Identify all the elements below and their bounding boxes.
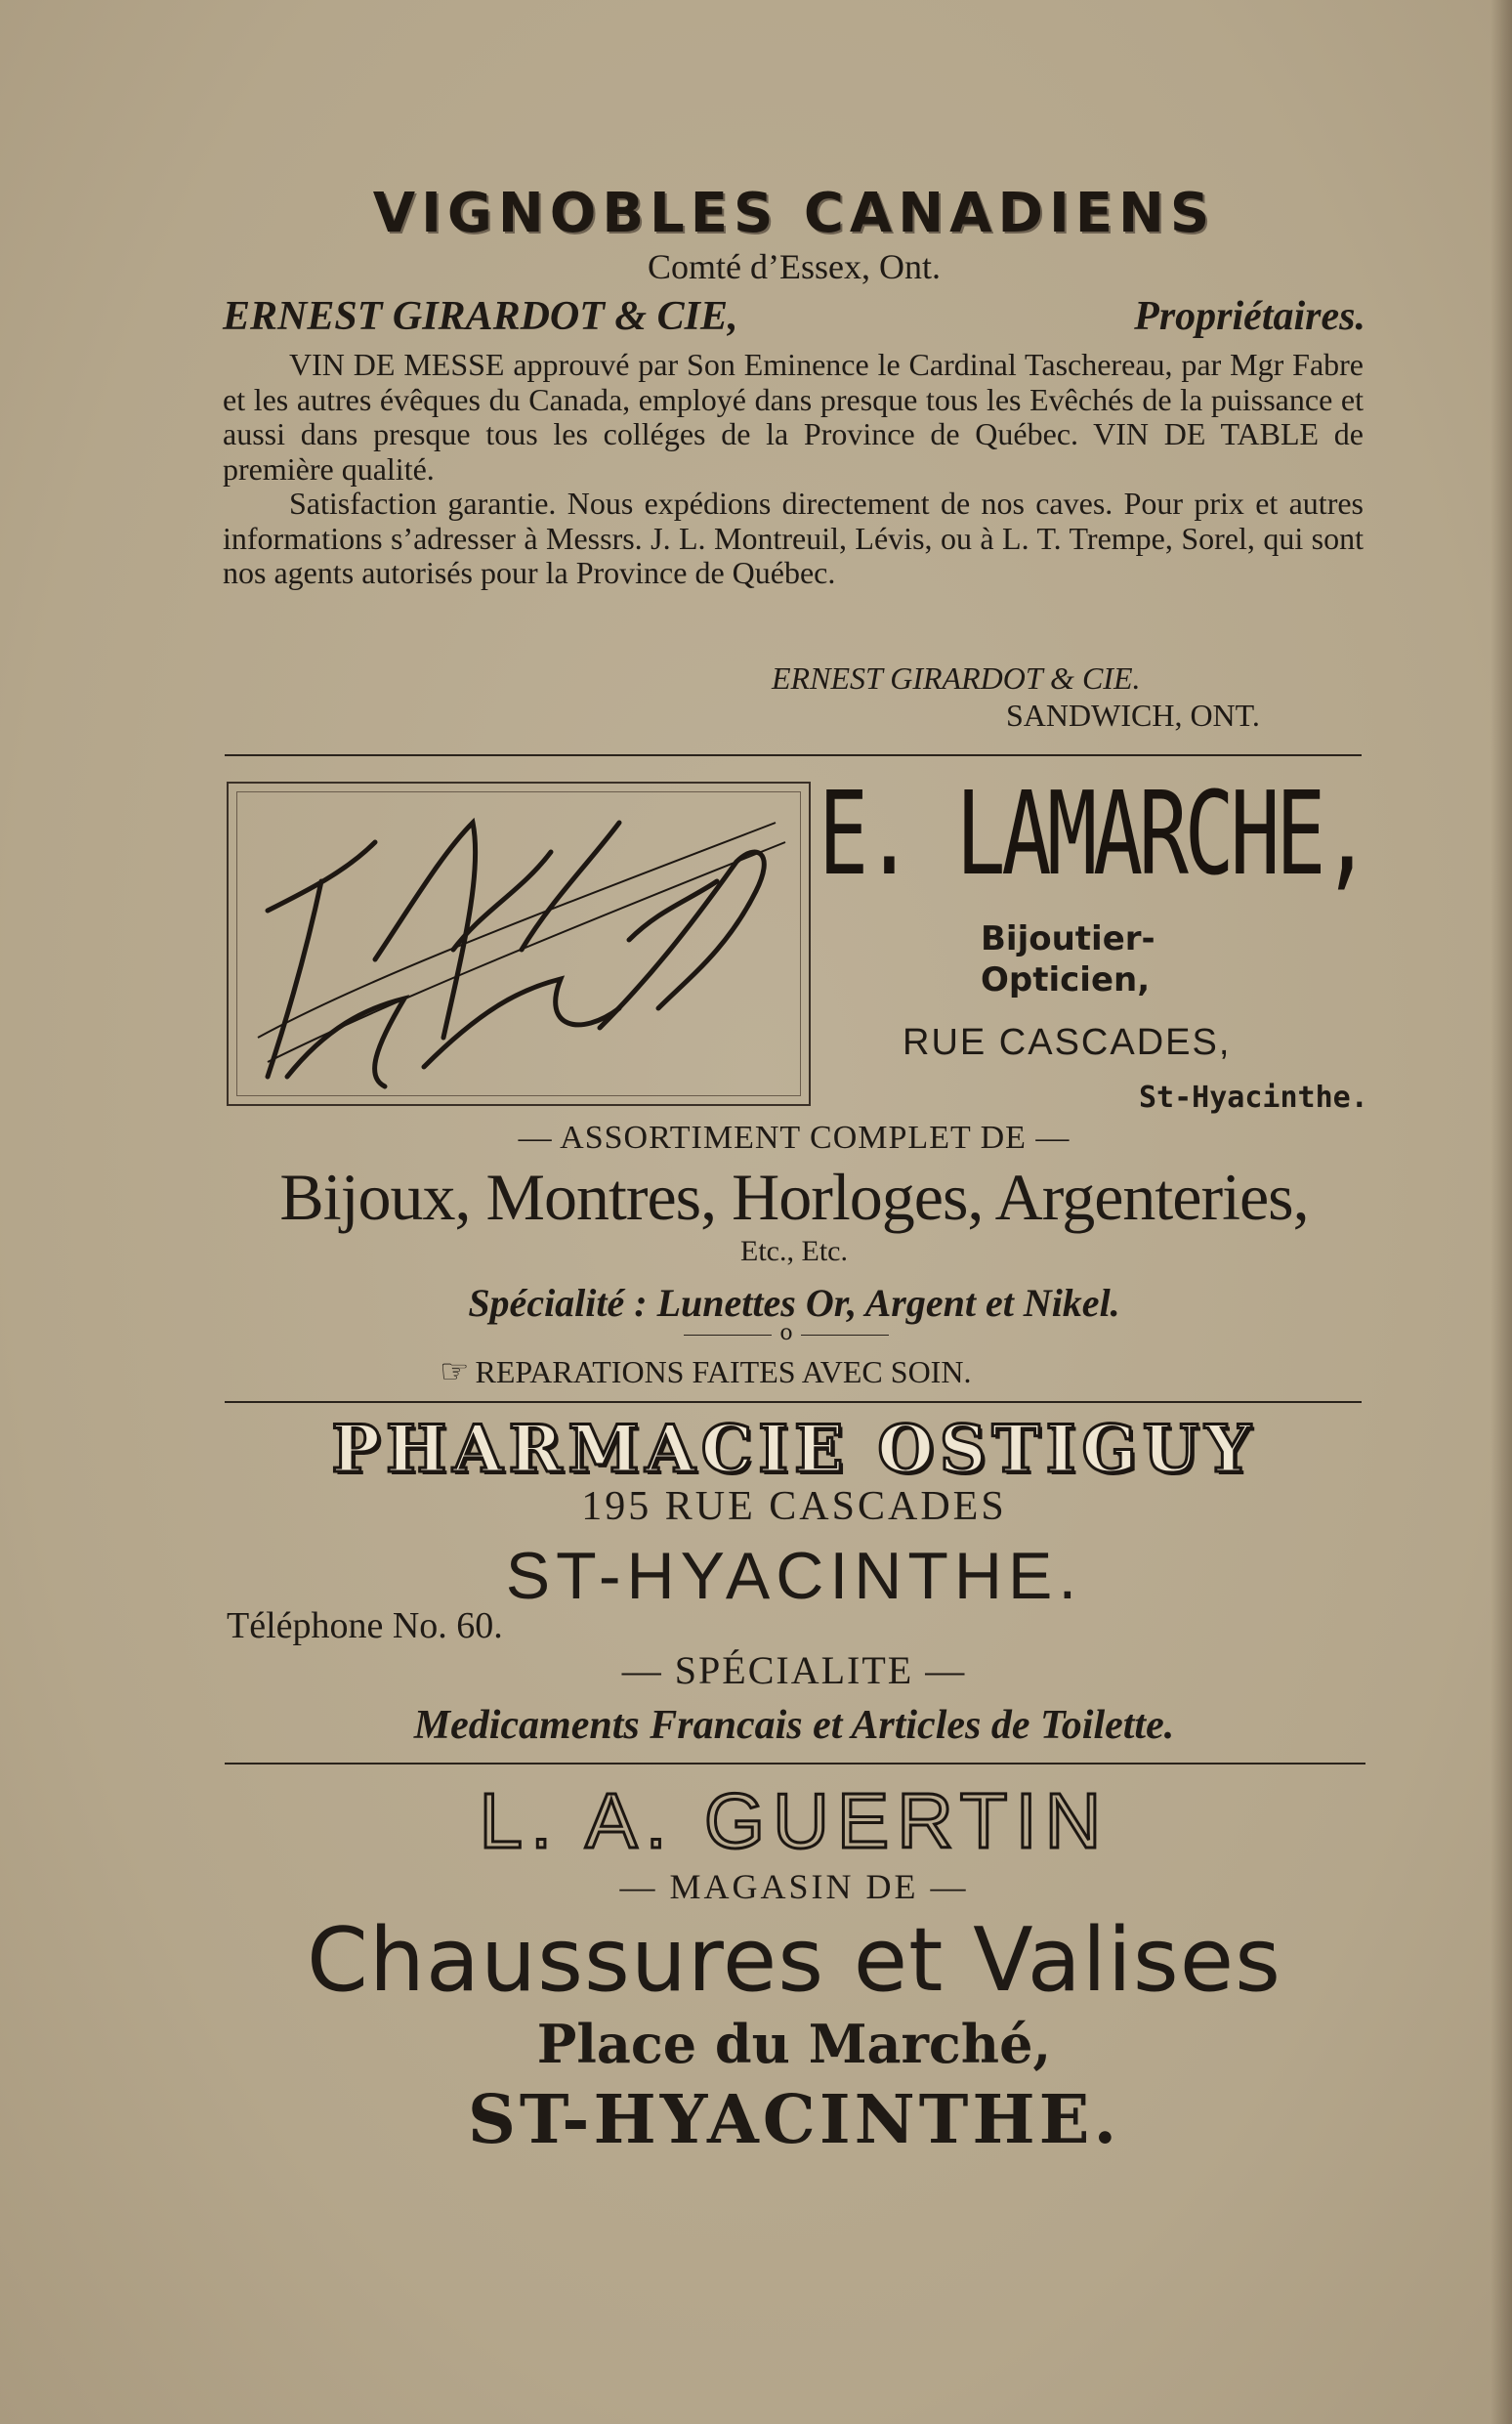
lamarche-trade-line-1: Bijoutier- <box>981 919 1155 958</box>
vignobles-paragraph-1: VIN DE MESSE approuvé par Son Eminence le Cardinal Taschereau, par Mgr Fabre et les autres évêques du Canada, employé dans presque tous les Evêchés de la puissance et aussi dans presque tous les colléges de la Province de Québec. VIN DE TABLE de première qualité. <box>223 347 1364 487</box>
vignobles-signature: ERNEST GIRARDOT & CIE. <box>772 660 1141 696</box>
divider-1 <box>225 754 1362 756</box>
lamarche-etc: Etc., Etc. <box>740 1235 848 1267</box>
ornament-separator: o <box>684 1321 889 1345</box>
vignobles-title: VIGNOBLES CANADIENS <box>372 182 1216 245</box>
lamarche-specialty: Spécialité : Lunettes Or, Argent et Nikel. <box>468 1281 1120 1325</box>
lamarche-trade-line-2: Opticien, <box>981 960 1151 999</box>
pharmacie-specialty-heading: — SPÉCIALITE — <box>621 1648 967 1692</box>
lamarche-repairs-line <box>440 1352 971 1391</box>
pharmacie-specialty: Medicaments Francais et Articles de Toilette. <box>413 1703 1175 1748</box>
lamarche-name: E. LAMARCHE, <box>819 766 1367 901</box>
vignobles-owner: ERNEST GIRARDOT & CIE, <box>223 294 738 339</box>
vignobles-location: Comté d’Essex, Ont. <box>648 247 941 286</box>
lamarche-street: RUE CASCADES, <box>903 1022 1232 1063</box>
divider-2 <box>225 1401 1362 1403</box>
page-edge-shadow <box>1491 0 1512 2424</box>
guertin-goods: Chaussures et Valises <box>307 1909 1281 2012</box>
pharmacie-address: 195 RUE CASCADES <box>581 1484 1007 1529</box>
guertin-city: ST-HYACINTHE. <box>467 2081 1121 2159</box>
guertin-store-heading: — MAGASIN DE — <box>619 1867 969 1906</box>
pharmacie-city: ST-HYACINTHE. <box>505 1539 1083 1613</box>
vignobles-owner-line <box>223 293 1365 340</box>
pointing-hand-icon: ☞ <box>440 1354 470 1390</box>
lamarche-products: Bijoux, Montres, Horloges, Argenteries, <box>279 1160 1309 1234</box>
lamarche-assortment: — ASSORTIMENT COMPLET DE — <box>518 1120 1071 1156</box>
vignobles-body <box>223 348 1364 591</box>
lamarche-repairs: REPARATIONS FAITES AVEC SOIN. <box>475 1354 972 1389</box>
pharmacie-phone: Téléphone No. 60. <box>227 1605 503 1646</box>
lamarche-trade <box>981 918 1155 1000</box>
guertin-name: L. A. GUERTIN <box>479 1777 1110 1864</box>
divider-3 <box>225 1763 1365 1765</box>
guertin-place: Place du Marché, <box>536 2013 1052 2075</box>
lamarche-city: St-Hyacinthe. <box>1139 1081 1368 1115</box>
abbey-clock-logo <box>227 782 811 1106</box>
vignobles-signature-place: SANDWICH, ONT. <box>1006 698 1260 733</box>
clock-logo-script-icon <box>229 784 809 1104</box>
vignobles-paragraph-2: Satisfaction garantie. Nous expédions directement de nos caves. Pour prix et autres informations s’adresser à Messrs. J. L. Montreuil, Lévis, ou à L. T. Trempe, Sorel, qui sont nos agents autorisés pour la Province de Québec. <box>223 486 1364 590</box>
vignobles-owner-role: Propriétaires. <box>1134 294 1365 339</box>
pharmacie-title: PHARMACIE OSTIGUY <box>331 1411 1257 1487</box>
